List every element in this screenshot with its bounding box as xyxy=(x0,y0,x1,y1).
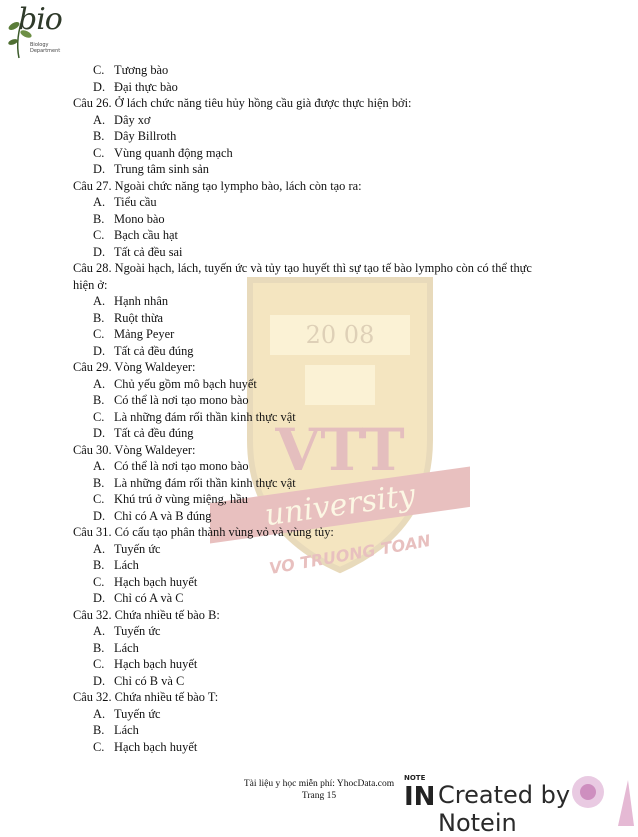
option-letter: C. xyxy=(93,228,105,242)
option-letter: D. xyxy=(93,591,106,605)
option-text: Dây Billroth xyxy=(114,129,177,143)
answer-option xyxy=(73,656,573,673)
option-text: Tương bào xyxy=(114,63,169,77)
answer-option xyxy=(73,128,573,145)
answer-option xyxy=(73,425,573,442)
answer-option xyxy=(73,343,573,360)
answer-option xyxy=(73,227,573,244)
option-text: Vùng quanh động mạch xyxy=(114,145,233,160)
answer-option xyxy=(73,392,573,409)
option-letter: B. xyxy=(93,393,105,407)
option-text: Chủ yếu gồm mô bạch huyết xyxy=(114,376,257,391)
page-number: Trang 15 xyxy=(301,791,337,801)
answer-option xyxy=(73,458,573,475)
answer-option xyxy=(73,673,573,690)
option-text: Lách xyxy=(114,723,139,737)
option-letter: C. xyxy=(93,63,105,77)
answer-option xyxy=(73,310,573,327)
option-text: Mono bào xyxy=(114,211,165,226)
option-letter: C. xyxy=(93,327,105,341)
option-text: Đại thực bào xyxy=(114,79,178,94)
option-text: Ruột thừa xyxy=(114,310,164,325)
option-letter: A. xyxy=(93,195,106,209)
option-letter: B. xyxy=(93,310,105,325)
question-list xyxy=(73,62,573,755)
answer-option xyxy=(73,623,573,640)
option-text: Hạch bạch huyết xyxy=(114,739,198,754)
option-text: Tất cả đều đúng xyxy=(114,426,194,440)
option-letter: C. xyxy=(93,145,105,160)
option-letter: D. xyxy=(93,343,106,358)
option-letter: A. xyxy=(93,541,106,556)
option-letter: C. xyxy=(93,492,105,506)
option-text: Tất cả đều sai xyxy=(114,244,183,259)
answer-option xyxy=(73,541,573,558)
option-letter: A. xyxy=(93,376,106,391)
question-text: Câu 32. Chứa nhiều tế bào T: xyxy=(73,690,219,704)
answer-option xyxy=(73,706,573,723)
option-text: Có thể là nơi tạo mono bào xyxy=(114,393,249,407)
brand-note: NOTE xyxy=(404,774,426,782)
answer-option xyxy=(73,475,573,492)
answer-option xyxy=(73,508,573,525)
option-text: Chỉ có B và C xyxy=(114,673,185,688)
question-text: Câu 30. Vòng Waldeyer: xyxy=(73,442,196,457)
option-letter: C. xyxy=(93,574,105,589)
question-text: Câu 32. Chứa nhiều tế bào B: xyxy=(73,607,220,622)
option-text: Tất cả đều đúng xyxy=(114,343,194,358)
option-text: Bạch cầu hạt xyxy=(114,228,178,242)
option-letter: A. xyxy=(93,294,106,308)
option-text: Dây xơ xyxy=(114,112,151,127)
answer-option xyxy=(73,376,573,393)
answer-option xyxy=(73,590,573,607)
option-letter: D. xyxy=(93,162,106,176)
option-letter: C. xyxy=(93,409,105,424)
question-text: Câu 29. Vòng Waldeyer: xyxy=(73,360,196,374)
answer-option xyxy=(73,62,573,79)
option-text: Là những đám rối thần kinh thực vật xyxy=(114,475,296,490)
answer-option xyxy=(73,211,573,228)
option-letter: B. xyxy=(93,558,105,572)
option-letter: B. xyxy=(93,475,105,490)
option-letter: A. xyxy=(93,706,106,721)
option-letter: C. xyxy=(93,739,105,754)
option-text: Mảng Peyer xyxy=(114,327,175,341)
question-text: Câu 26. Ở lách chức năng tiêu hủy hồng cầu già được thực hiện bởi: xyxy=(73,96,412,110)
brand-in-logo: IN xyxy=(404,782,436,812)
option-text: Tuyến ức xyxy=(114,706,161,721)
answer-option xyxy=(73,244,573,261)
logo-script: bio xyxy=(18,2,62,37)
watermark-initials: VTT xyxy=(275,416,405,484)
watermark-year: 20 08 xyxy=(305,321,375,349)
option-text: Trung tâm sinh sản xyxy=(114,162,209,176)
answer-option xyxy=(73,557,573,574)
option-text: Hạnh nhân xyxy=(114,294,169,308)
option-letter: D. xyxy=(93,673,106,688)
option-letter: B. xyxy=(93,723,105,737)
answer-option xyxy=(73,491,573,508)
brand-created-by: Created by Notein xyxy=(438,781,571,837)
option-text: Tiểu cầu xyxy=(114,195,157,209)
answer-option xyxy=(73,722,573,739)
option-text: Hạch bạch huyết xyxy=(114,574,198,589)
watermark-word: university xyxy=(262,477,418,534)
option-letter: C. xyxy=(93,657,105,671)
flower-decoration-icon xyxy=(558,770,638,826)
option-text: Hạch bạch huyết xyxy=(114,657,198,671)
answer-option xyxy=(73,409,573,426)
answer-option xyxy=(73,739,573,756)
option-letter: A. xyxy=(93,459,106,473)
option-letter: D. xyxy=(93,508,106,523)
answer-option xyxy=(73,194,573,211)
bio-logo xyxy=(4,4,76,60)
answer-option xyxy=(73,145,573,162)
option-letter: B. xyxy=(93,129,105,143)
option-letter: B. xyxy=(93,211,105,226)
option-text: Là những đám rối thần kinh thực vật xyxy=(114,409,296,424)
option-text: Tuyến ức xyxy=(114,624,161,638)
option-letter: D. xyxy=(93,79,106,94)
question-text: Câu 31. Có cấu tạo phân thành vùng vỏ và vùng tủy: xyxy=(73,525,334,539)
answer-option xyxy=(73,79,573,96)
notein-brand xyxy=(404,770,638,837)
option-text: Có thể là nơi tạo mono bào xyxy=(114,459,249,473)
option-text: Chỉ có A và C xyxy=(114,591,184,605)
option-letter: B. xyxy=(93,640,105,655)
answer-option xyxy=(73,574,573,591)
option-text: Lách xyxy=(114,640,139,655)
answer-option xyxy=(73,112,573,129)
answer-option xyxy=(73,326,573,343)
answer-option xyxy=(73,293,573,310)
option-letter: D. xyxy=(93,426,106,440)
option-text: Lách xyxy=(114,558,139,572)
option-text: Tuyến ức xyxy=(114,541,161,556)
logo-subtitle: Biology Department xyxy=(30,42,61,54)
question-text: Câu 28. Ngoài hạch, lách, tuyến ức và tủy tạo huyết thì sự tạo tế bào lympho còn có thể thực xyxy=(73,261,532,275)
option-letter: D. xyxy=(93,244,106,259)
option-letter: A. xyxy=(93,112,106,127)
option-letter: A. xyxy=(93,624,106,638)
watermark-ribbon: VO TRUONG TOAN xyxy=(267,530,433,579)
question-text: Câu 27. Ngoài chức năng tạo lympho bào, lách còn tạo ra: xyxy=(73,178,362,193)
question-text: hiện ở: xyxy=(73,277,108,292)
option-text: Chỉ có A và B đúng xyxy=(114,508,212,523)
answer-option xyxy=(73,640,573,657)
footer-source: Tài liệu y học miễn phí: YhocData.com xyxy=(243,779,395,789)
option-text: Khú trú ở vùng miệng, hầu xyxy=(114,492,248,506)
answer-option xyxy=(73,161,573,178)
